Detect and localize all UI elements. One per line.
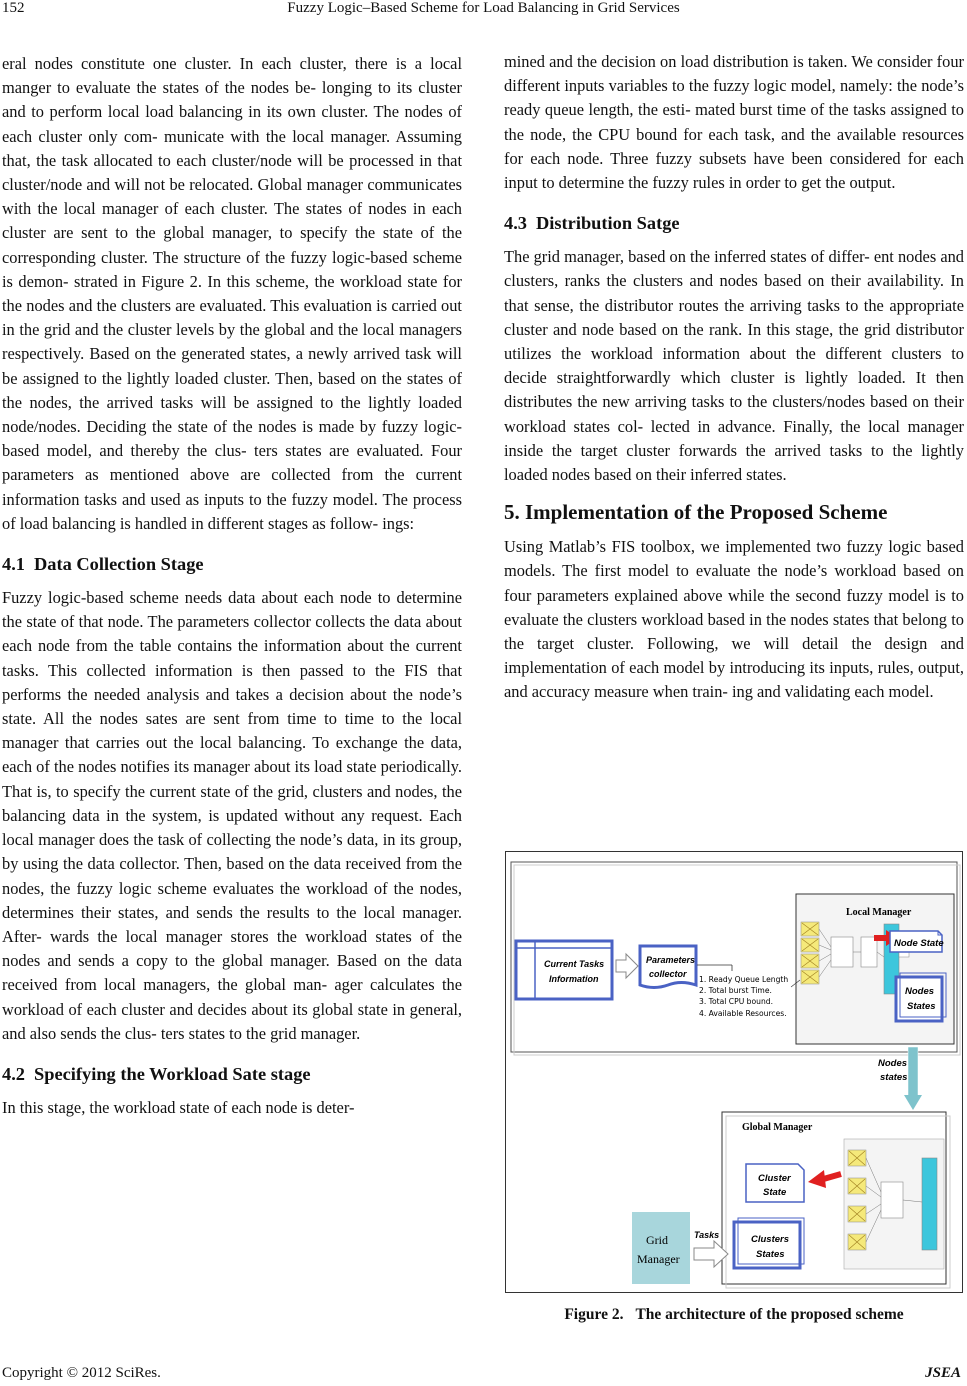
global-fis-icon [844, 1139, 944, 1269]
parameter-item: 2. Total burst Time. [699, 986, 772, 995]
nodes-states-arrow-line1: Nodes [878, 1058, 908, 1069]
figure-caption-label: Figure 2. [564, 1306, 624, 1323]
nodes-states-box [896, 973, 946, 1021]
grid-manager-line1: Grid [646, 1233, 668, 1247]
grid-manager-line2: Manager [637, 1252, 680, 1266]
cluster-state-line1: Cluster [758, 1173, 791, 1184]
cluster-state-line2: State [763, 1187, 787, 1198]
section-4-2-heading [2, 1063, 462, 1085]
figure-caption-text: The architecture of the proposed scheme [635, 1306, 904, 1323]
copyright-notice: Copyright © 2012 SciRes. [2, 1365, 161, 1381]
section-5-heading: 5. Implementation of the Proposed Scheme [504, 500, 888, 525]
current-tasks-line1: Current Tasks [544, 959, 605, 969]
current-tasks-box [516, 941, 612, 999]
right-column [504, 50, 964, 705]
running-title: Fuzzy Logic–Based Scheme for Load Balancing in Grid Services [287, 0, 680, 16]
parameter-item: 1. Ready Queue Length [699, 975, 789, 984]
architecture-diagram [506, 852, 962, 1292]
node-state-label: Node State [894, 938, 944, 949]
section-4-3-paragraph: The grid manager, based on the inferred states of differ- ent nodes and clusters, ranks the clusters and nodes based on their availability. In that sense, the distributor routes the arriving tasks to the appropriate cluster and node based on the rank. In this stage, the grid distributor utilizes the workload information about the different clusters to decide straightforwardly which cluster is lightly loaded. It then distributes the new arriving tasks to the clusters/nodes based on their workload states col- lected in advance. Finally, the local manager inside the target cluster forwards the arrived tasks to the lightly loaded nodes based on their inferred states. [504, 247, 964, 485]
section-4-2-paragraph: In this stage, the workload state of each node is deter- [2, 1097, 355, 1117]
nodes-states-arrow-icon [908, 1047, 918, 1097]
parameters-collector-line1: Parameters [646, 955, 696, 965]
figure-caption [504, 1306, 964, 1324]
grid-manager-box [632, 1212, 690, 1284]
intro-paragraph: eral nodes constitute one cluster. In each cluster, there is a local manger to evaluate the states of the nodes be- longing to its cluster and to perform local load balancing in its own cluster. The nodes of each cluster only com- municate with the local manager. Assuming that, the task allocated to each cluster/node will be processed in that cluster/node and will not be relocated. Global manager communicates with the local manager of each cluster. The states of nodes in each cluster are sent to the global manager, to specify the state of the corresponding cluster. The structure of the fuzzy logic-based scheme is demon- strated in Figure 2. In this scheme, the workload state for the nodes and the clusters are evaluated. This evaluation is carried out in the grid and the cluster levels by the global and the local managers respectively. Based on the generated states, a newly arrived task will be assigned to the lightly loaded cluster. Then, based on the states of the nodes, the arrived tasks will be assigned to the lightly loaded node/nodes. Deciding the state of the nodes is made by fuzzy logic-based model, and thereby the clus- ters states are evaluated. Four parameters as mentioned above are collected from the current information tasks and used as inputs to the fuzzy model. The process of load balancing is handled in different stages as follow- ings: [2, 54, 462, 533]
local-manager-label: Local Manager [846, 907, 912, 918]
section-number: 4.1 [2, 554, 25, 575]
left-column [2, 52, 462, 1120]
parameters-collector-line2: collector [649, 969, 687, 979]
section-number: 4.2 [2, 1063, 25, 1084]
clusters-states-line1: Clusters [751, 1234, 790, 1245]
parameters-collector-box [640, 946, 696, 988]
section-number: 4.3 [504, 213, 527, 234]
section-title: Specifying the Workload Sate stage [34, 1063, 311, 1084]
nodes-states-box-line2: States [907, 1001, 936, 1012]
journal-name: JSEA [925, 1365, 961, 1381]
section-4-2-continued-paragraph: mined and the decision on load distribution is taken. We consider four different inputs variables to the fuzzy logic model, namely: the node’s ready queue length, the esti- mated burst time of the tasks assigned to the node, the CPU bound for each task, and the available resources for each node. Three fuzzy subsets have been considered for each input to determine the fuzzy rules in order to get the output. [504, 52, 964, 193]
page-header [0, 0, 967, 26]
architecture-figure [505, 851, 963, 1293]
page-number: 152 [2, 0, 25, 16]
tasks-label: Tasks [694, 1230, 720, 1240]
nodes-states-arrow-line2: states [880, 1072, 908, 1083]
section-4-1-paragraph: Fuzzy logic-based scheme needs data about each node to determine the state of that node. The parameters collector collects the data about each node from the table contains the information about the current tasks. This collected information is then passed to the FIS that performs the needed analysis and takes a decision about the node’s state. All the nodes sates are sent from time to time to the local manager that carries out the local balancing. To exchange the data, each of the nodes notifies its manager about its load state periodically. That is, to specify the current state of the grid, clusters and nodes, the balancing data in the system, is updated without any request. Each local manager does the task of collecting the node’s data, in its group, by using the data collector. Then, based on the data received from the nodes, the fuzzy logic scheme evaluates the workload of the nodes, determines their states, and sends the results to the local manager. After- wards the local manager stores the workload states of the nodes and sends a copy to the global manager. Based on the data received from local managers, the global man- ager calculates the workload of each cluster and decides about its global state in general, and also sends the clus- ters states to the grid manager. [2, 588, 462, 1043]
clusters-states-box [734, 1218, 804, 1268]
global-manager-label: Global Manager [742, 1122, 813, 1133]
section-5-paragraph: Using Matlab’s FIS toolbox, we implemented two fuzzy logic based models. The first model to evaluate the node’s workload based on four parameters explained above while the second fuzzy model is to evaluate the clusters workload based in the nodes states that belong to the target cluster. Following, we will detail the design and implementation of each model by introducing its inputs, rules, output, and accuracy measure when train- ing and validating each model. [504, 537, 964, 702]
node-state-box [890, 931, 944, 952]
section-title: Distribution Satge [536, 213, 680, 234]
section-title: Data Collection Stage [34, 554, 204, 575]
cluster-state-box [746, 1164, 804, 1202]
section-4-3-heading [504, 212, 964, 234]
parameter-item: 3. Total CPU bound. [699, 997, 773, 1006]
parameter-item: 4. Available Resources. [699, 1009, 787, 1018]
nodes-states-box-line1: Nodes [905, 986, 935, 997]
section-4-1-heading [2, 553, 462, 575]
clusters-states-line2: States [756, 1249, 785, 1260]
current-tasks-line2: Information [549, 974, 599, 984]
